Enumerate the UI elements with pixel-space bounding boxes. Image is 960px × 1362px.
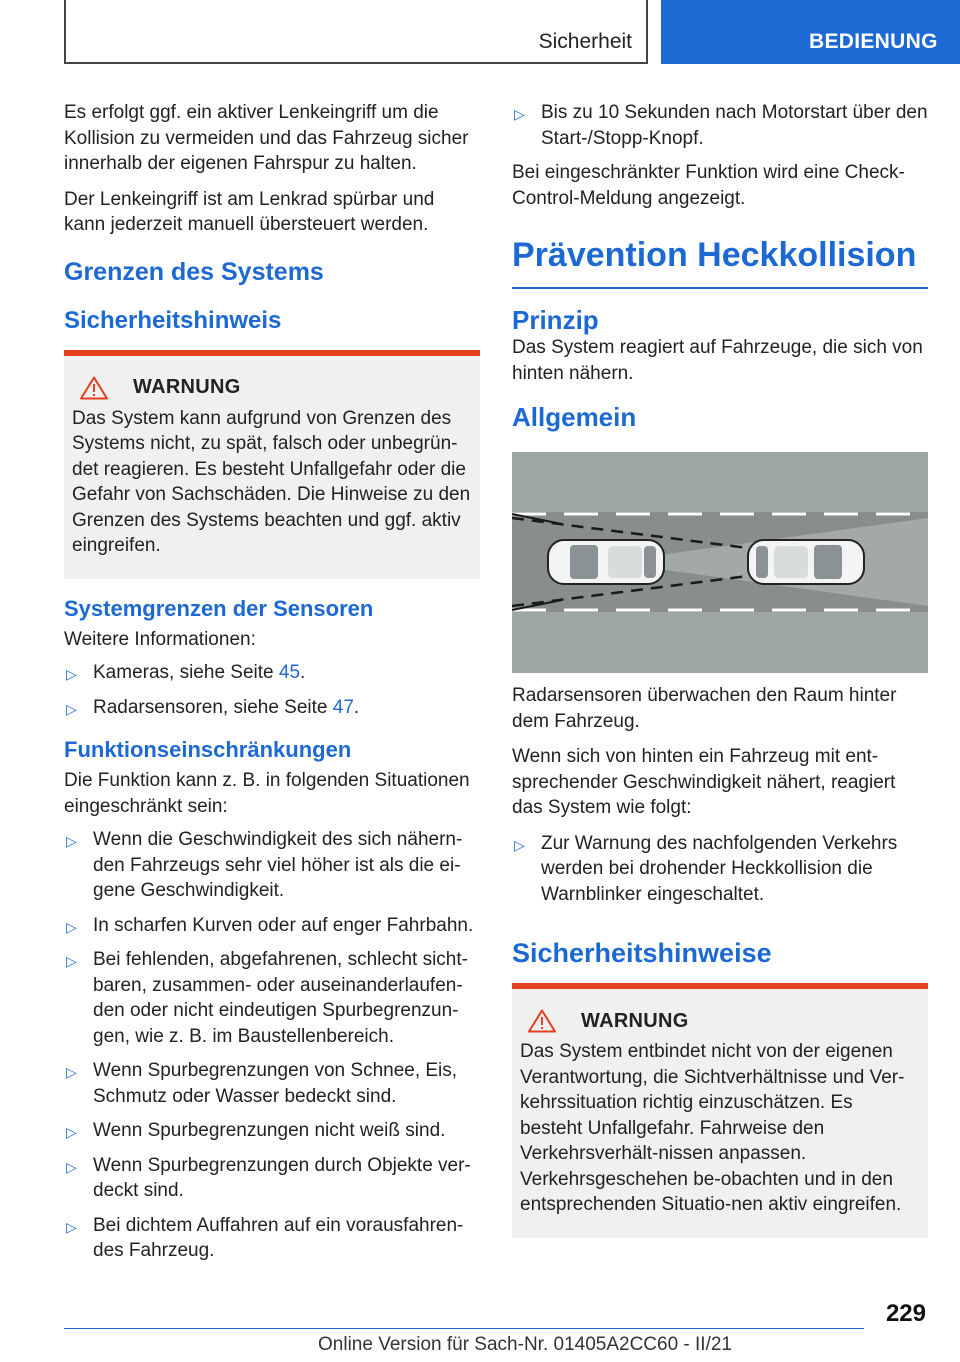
page-link-47[interactable]: 47 — [332, 696, 354, 718]
list-item-text: Wenn Spurbegrenzungen durch Objekte ver-deckt sind. — [93, 1154, 471, 1201]
bullet-triangle-icon: ▷ — [66, 1124, 77, 1140]
heading-praevention-heckkollision: Prävention Heckkollision — [512, 233, 928, 289]
warning-triangle-icon — [80, 376, 108, 400]
header-chapter-tab — [661, 0, 960, 64]
page-number: 229 — [885, 1300, 926, 1327]
heading-systemgrenzen-sensoren: Systemgrenzen der Sensoren — [64, 595, 374, 621]
heading-grenzen-des-systems: Grenzen des Systems — [64, 257, 324, 286]
rear-collision-illustration — [512, 452, 928, 673]
bullet-triangle-icon: ▷ — [66, 666, 77, 682]
paragraph-funktion-intro: Die Funktion kann z. B. in folgenden Situationen eingeschränkt sein: — [64, 770, 470, 817]
warning-box — [64, 350, 480, 579]
bullet-triangle-icon: ▷ — [66, 1218, 77, 1235]
list-item-text: In scharfen Kurven oder auf enger Fahrbahn. — [93, 914, 474, 936]
heading-sicherheitshinweise: Sicherheitshinweise — [512, 938, 772, 968]
list-item — [64, 913, 480, 939]
list-item-text: Zur Warnung des nachfolgenden Verkehrs werden bei drohender Heckkollision die Warnblinker eingeschaltet. — [541, 832, 898, 905]
list-item-suffix: . — [300, 662, 306, 683]
footer-version-text: Online Version für Sach-Nr. 01405A2CC60 - II/21 — [318, 1334, 733, 1355]
list-item — [64, 1118, 480, 1144]
list-item-text: Wenn Spurbegrenzungen von Schnee, Eis, Schmutz oder Wasser bedeckt sind. — [93, 1060, 458, 1107]
sensoren-list — [64, 660, 480, 720]
list-item-text: Wenn die Geschwindigkeit des sich nähern-den Fahrzeugs sehr viel höher ist als die ei-gene Geschwindigkeit. — [93, 829, 463, 901]
bullet-triangle-icon: ▷ — [66, 918, 77, 935]
header-chapter-label: BEDIENUNG — [809, 30, 938, 53]
paragraph-prinzip: Das System reagiert auf Fahrzeuge, die sich von hinten nähern. — [512, 337, 923, 384]
warning-triangle-icon — [528, 1009, 556, 1033]
bullet-triangle-icon: ▷ — [514, 836, 525, 853]
list-item — [64, 695, 480, 721]
bullet-triangle-icon: ▷ — [66, 1158, 77, 1175]
warning-title: WARNUNG — [133, 376, 241, 398]
heading-funktionseinschraenkungen: Funktionseinschränkungen — [64, 737, 352, 762]
warning-box — [512, 983, 928, 1238]
list-item-text: Bei dichtem Auffahren auf ein vorausfahren-des Fahrzeug. — [93, 1214, 464, 1261]
list-item-text: Wenn Spurbegrenzungen nicht weiß sind. — [93, 1120, 446, 1141]
list-item — [64, 660, 480, 686]
header-section-title: Sicherheit — [538, 30, 632, 53]
list-item — [512, 100, 928, 151]
list-item-text: Bei fehlenden, abgefahrenen, schlecht sicht-baren, zusammen- oder auseinanderlaufen-den oder nicht eindeutigen Spurbegrenzun-gen, wie z. B. im Baustellenbereich. — [93, 949, 468, 1047]
left-column — [64, 100, 480, 1273]
list-item-suffix: . — [353, 696, 360, 718]
front-car-icon — [748, 540, 864, 584]
heading-allgemein: Allgemein — [512, 402, 637, 432]
paragraph-wenn-fahrzeug: Wenn sich von hinten ein Fahrzeug mit ent-sprechender Geschwindigkeit nähert, reagiert das System wie folgt: — [512, 746, 896, 818]
paragraph-radarsensoren: Radarsensoren überwachen den Raum hinter dem Fahrzeug. — [512, 685, 897, 732]
header-section-box — [64, 0, 648, 64]
list-item — [64, 1213, 480, 1264]
list-item — [64, 1058, 480, 1109]
list-item-text: Bis zu 10 Sekunden nach Motorstart über den Start-/Stopp-Knopf. — [541, 102, 928, 149]
warning-header — [520, 1009, 920, 1033]
warning-text: Das System kann aufgrund von Grenzen des Systems nicht, zu spät, falsch oder unbegrün-det reagieren. Es besteht Unfallgefahr oder die Gefahr von Sachschäden. Die Hinweise zu den Grenzen des Systems beachten und ggf. aktiv eingreifen. — [72, 407, 471, 556]
bullet-triangle-icon: ▷ — [514, 106, 525, 122]
list-item — [64, 1153, 480, 1204]
heading-prinzip: Prinzip — [512, 305, 599, 335]
warning-title: WARNUNG — [581, 1009, 689, 1032]
list-item-text: Radarsensoren, siehe Seite — [93, 696, 333, 718]
paragraph-uebersteuert: Der Lenkeingriff ist am Lenkrad spürbar und kann jederzeit manuell übersteuert werden. — [64, 188, 435, 235]
heading-sicherheitshinweis: Sicherheitshinweis — [64, 306, 282, 334]
footer-divider — [64, 1328, 864, 1329]
list-item — [64, 947, 480, 1049]
list-item-text: Kameras, siehe Seite — [93, 662, 279, 683]
paragraph-weitere-informationen: Weitere Informationen: — [64, 628, 256, 650]
warning-text: Das System entbindet nicht von der eigenen Verantwortung, die Sichtverhältnisse und Ver-kehrssituation richtig einzuschätzen. Es besteht Unfallgefahr. Fahrweise den Verkehrsverhält-nissen anpassen. Verkehrsgeschehen be-obachten und in den entsprechenden Situatio-nen aktiv eingreifen. — [520, 1041, 905, 1215]
bullet-triangle-icon: ▷ — [66, 833, 77, 849]
bullet-triangle-icon: ▷ — [66, 1064, 77, 1080]
paragraph-check-control: Bei eingeschränkter Funktion wird eine Check-Control-Meldung angezeigt. — [512, 162, 905, 209]
funktion-list — [64, 827, 480, 1264]
bullet-triangle-icon: ▷ — [66, 700, 77, 717]
paragraph-lenkeingriff: Es erfolgt ggf. ein aktiver Lenkeingriff um die Kollision zu vermeiden und das Fahrzeug sicher innerhalb der eigenen Fahrspur zu halten. — [64, 102, 469, 174]
right-column — [512, 100, 928, 1250]
start-list — [512, 100, 928, 151]
list-item — [512, 831, 928, 908]
bullet-triangle-icon: ▷ — [66, 953, 77, 969]
reaction-list — [512, 831, 928, 908]
page-link-45[interactable]: 45 — [278, 662, 301, 683]
list-item — [64, 827, 480, 904]
rear-car-icon — [548, 540, 664, 584]
warning-header — [72, 376, 472, 400]
